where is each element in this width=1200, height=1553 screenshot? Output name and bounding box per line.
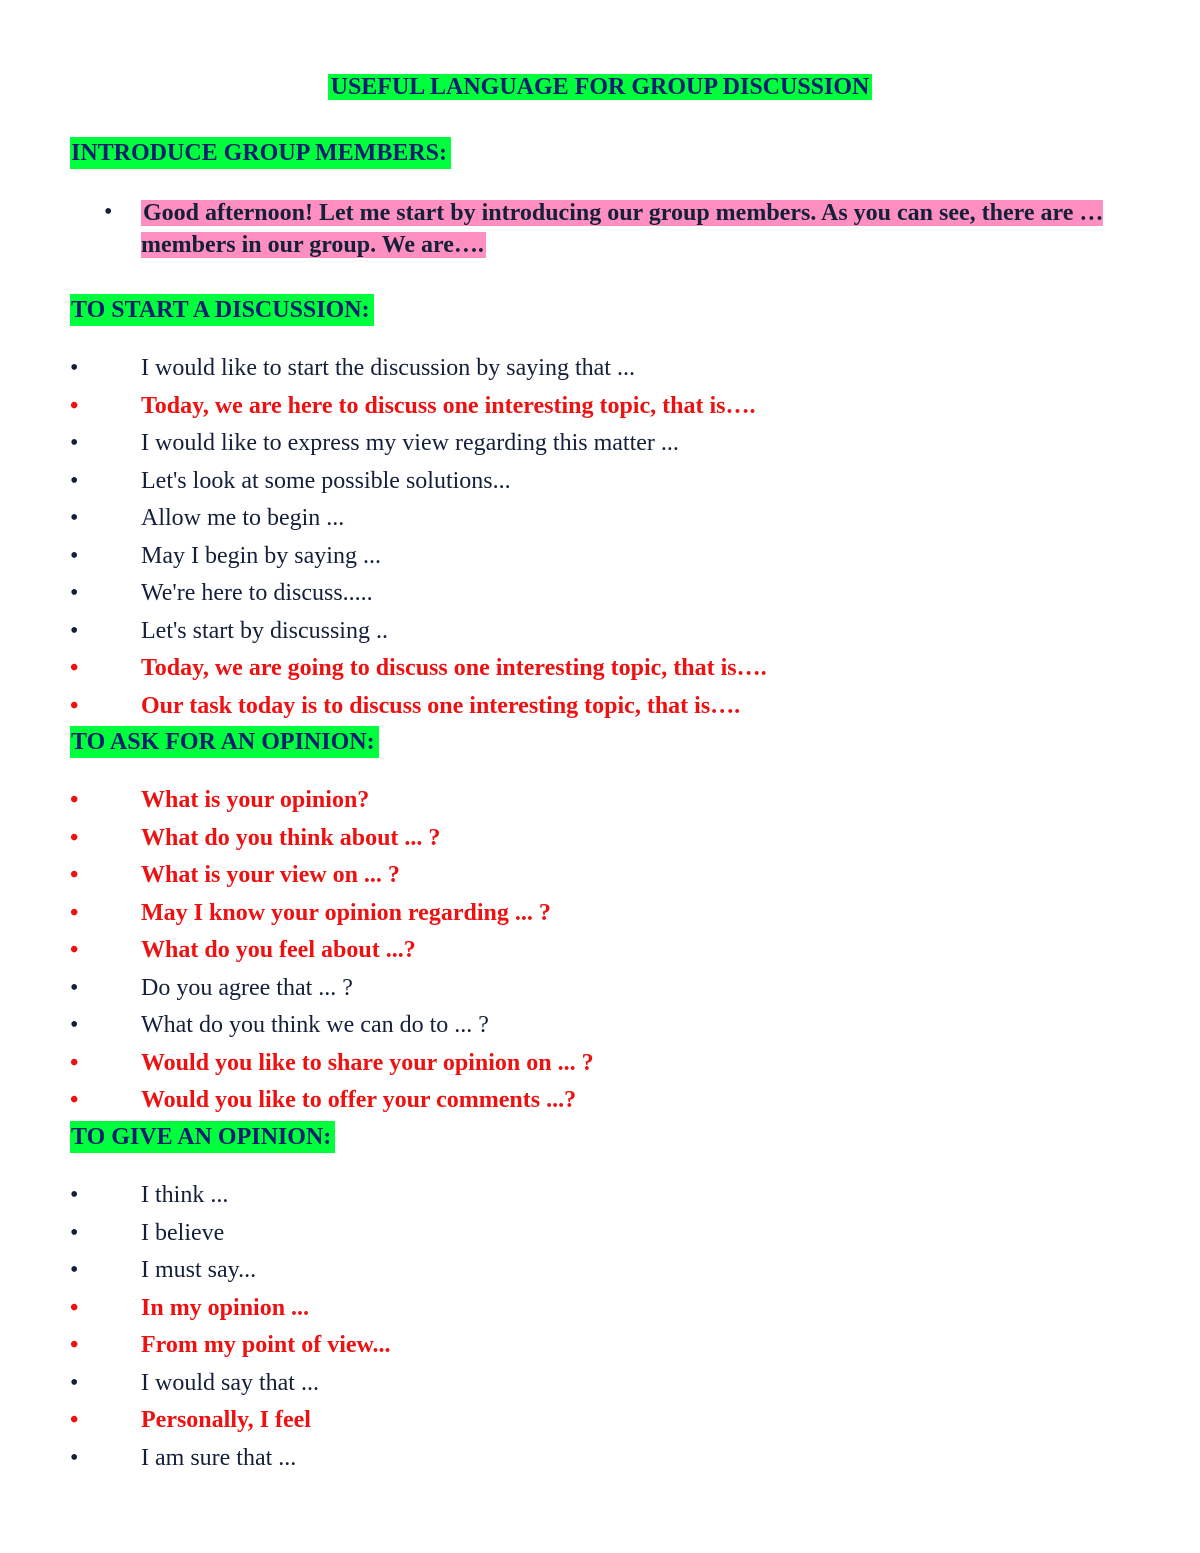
bullet-icon: • xyxy=(70,655,79,681)
bullet-icon: • xyxy=(70,355,79,381)
bullet-icon: • xyxy=(70,1445,79,1471)
list-item-text: May I know your opinion regarding ... ? xyxy=(141,900,551,926)
bullet-icon: • xyxy=(70,543,79,569)
bullet-icon: • xyxy=(70,1370,79,1396)
list-item-text: I would like to start the discussion by saying that ... xyxy=(141,355,635,381)
bullet-icon: • xyxy=(70,1332,79,1358)
list-item-text: We're here to discuss..... xyxy=(141,580,373,606)
list-item-text: In my opinion ... xyxy=(141,1295,310,1321)
list-item-text: Our task today is to discuss one interesting topic, that is…. xyxy=(141,693,741,719)
list-item-text: From my point of view... xyxy=(141,1332,391,1358)
bullet-icon: • xyxy=(70,937,79,963)
bullet-icon: • xyxy=(70,1012,79,1038)
list-item-text: Today, we are going to discuss one interesting topic, that is…. xyxy=(141,655,767,681)
bullet-icon: • xyxy=(70,975,79,1001)
intro-paragraph xyxy=(104,197,1104,261)
list-item-text: Would you like to share your opinion on ... ? xyxy=(141,1050,594,1076)
bullet-icon: • xyxy=(70,825,79,851)
list-item-text: I would like to express my view regarding this matter ... xyxy=(141,430,679,456)
list-item-text: Let's look at some possible solutions... xyxy=(141,468,511,494)
bullet-icon: • xyxy=(70,787,79,813)
bullet-icon: • xyxy=(70,862,79,888)
bullet-icon: • xyxy=(70,1295,79,1321)
bullet-icon: • xyxy=(70,900,79,926)
bullet-icon: • xyxy=(70,1257,79,1283)
section-heading-give-opinion: TO GIVE AN OPINION: xyxy=(70,1121,335,1153)
list-item-text: Do you agree that ... ? xyxy=(141,975,353,1001)
list-item-text: I am sure that ... xyxy=(141,1445,297,1471)
list-item-text: I would say that ... xyxy=(141,1370,319,1396)
bullet-icon: • xyxy=(70,1087,79,1113)
bullet-icon: • xyxy=(70,580,79,606)
list-item-text: I must say... xyxy=(141,1257,257,1283)
bullet-icon: • xyxy=(70,468,79,494)
bullet-icon: • xyxy=(70,618,79,644)
bullet-icon: • xyxy=(70,1407,79,1433)
list-item-text: I believe xyxy=(141,1220,225,1246)
list-item-text: Today, we are here to discuss one interesting topic, that is…. xyxy=(141,393,756,419)
bullet-icon: • xyxy=(70,430,79,456)
list-item-text: Personally, I feel xyxy=(141,1407,311,1433)
list-item-text: I think ... xyxy=(141,1182,229,1208)
list-item-text: What do you think we can do to ... ? xyxy=(141,1012,489,1038)
list-item-text: What is your opinion? xyxy=(141,787,370,813)
section-heading-start-discussion: TO START A DISCUSSION: xyxy=(70,294,374,326)
list-item-text: May I begin by saying ... xyxy=(141,543,381,569)
bullet-icon: • xyxy=(70,505,79,531)
list-item-text: What is your view on ... ? xyxy=(141,862,400,888)
bullet-icon: • xyxy=(70,1050,79,1076)
list-item-text: Allow me to begin ... xyxy=(141,505,345,531)
intro-text: Good afternoon! Let me start by introducing our group members. As you can see, there are … members in our group. We are…. xyxy=(141,200,1104,258)
document-title: USEFUL LANGUAGE FOR GROUP DISCUSSION xyxy=(0,71,1200,103)
bullet-icon: • xyxy=(104,199,113,225)
bullet-icon: • xyxy=(70,693,79,719)
list-item-text: What do you feel about ...? xyxy=(141,937,416,963)
section-heading-ask-opinion: TO ASK FOR AN OPINION: xyxy=(70,726,379,758)
section-heading-introduce: INTRODUCE GROUP MEMBERS: xyxy=(70,137,451,169)
list-item-text: Would you like to offer your comments ...? xyxy=(141,1087,577,1113)
bullet-icon: • xyxy=(70,1220,79,1246)
bullet-icon: • xyxy=(70,393,79,419)
list-item-text: Let's start by discussing .. xyxy=(141,618,388,644)
list-item-text: What do you think about ... ? xyxy=(141,825,441,851)
bullet-icon: • xyxy=(70,1182,79,1208)
